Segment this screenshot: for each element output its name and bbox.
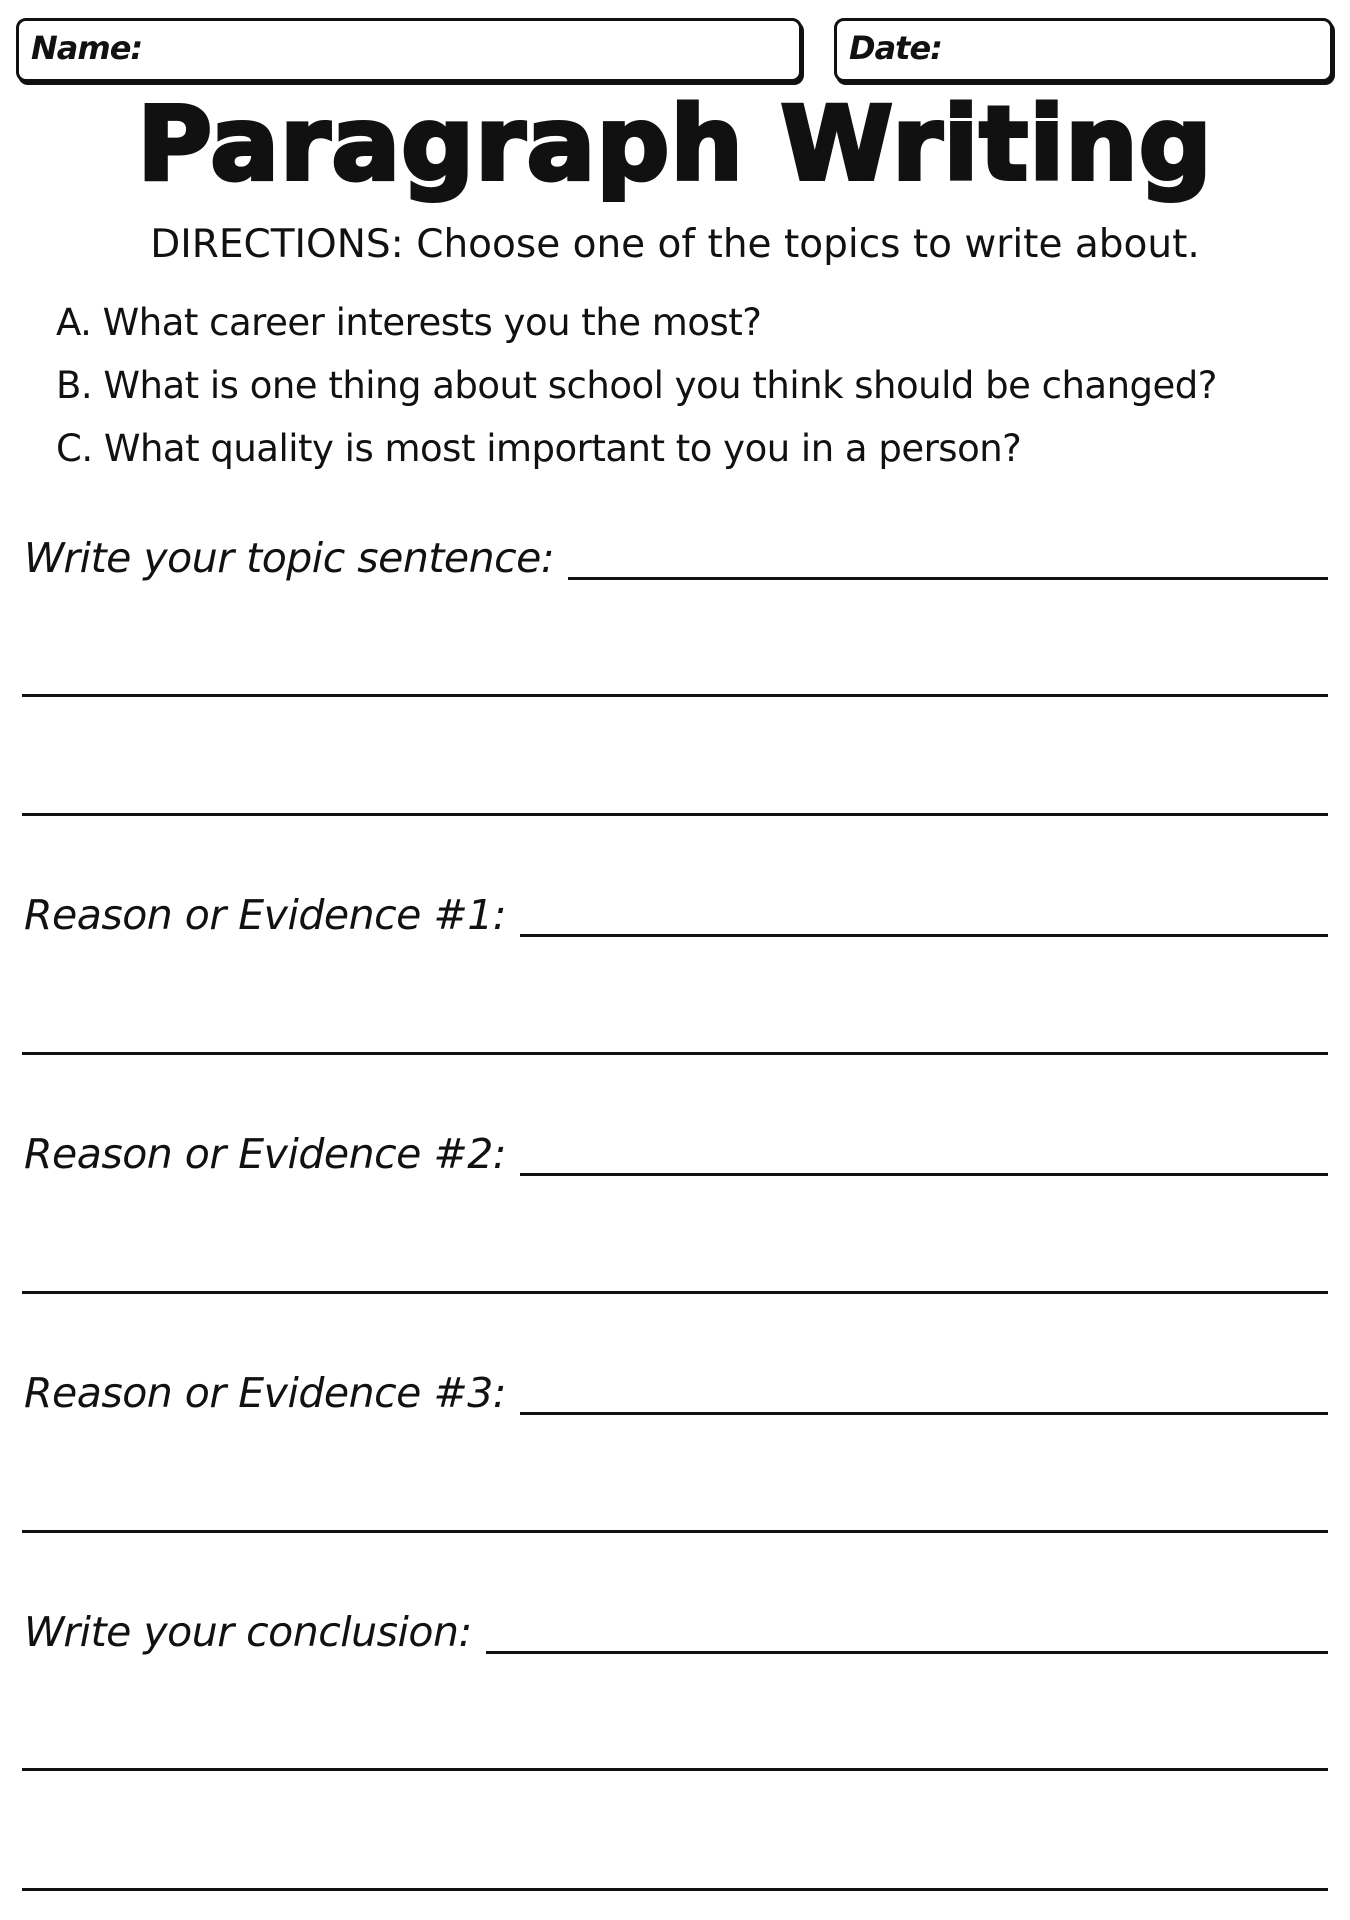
- reason-1-write-line-2[interactable]: [22, 1052, 1328, 1055]
- topic-list: [56, 291, 1217, 480]
- topic-option-a: A. What career interests you the most?: [56, 301, 762, 344]
- reason-2-write-line-2[interactable]: [22, 1291, 1328, 1294]
- conclusion-write-line-2[interactable]: [22, 1768, 1328, 1771]
- worksheet-title: Paragraph Writing: [137, 85, 1213, 204]
- directions-text: DIRECTIONS: Choose one of the topics to write about.: [150, 222, 1200, 267]
- topic-sentence-write-line-3[interactable]: [22, 813, 1328, 816]
- name-label: Name:: [31, 29, 143, 67]
- topic-sentence-write-line-2[interactable]: [22, 694, 1328, 697]
- reason-3-label: Reason or Evidence #3:: [24, 1369, 507, 1417]
- reason-2-row: [24, 1118, 1328, 1178]
- reason-2-label: Reason or Evidence #2:: [24, 1130, 507, 1178]
- topic-sentence-row: [24, 522, 1328, 582]
- topic-option-b: B. What is one thing about school you think should be changed?: [56, 364, 1217, 407]
- topic-sentence-write-line[interactable]: [568, 577, 1328, 580]
- topic-option-c: C. What quality is most important to you in a person?: [56, 427, 1022, 470]
- reason-3-write-line-2[interactable]: [22, 1530, 1328, 1533]
- reason-2-write-line[interactable]: [520, 1173, 1328, 1176]
- reason-3-row: [24, 1357, 1328, 1417]
- conclusion-label: Write your conclusion:: [24, 1608, 472, 1656]
- date-field[interactable]: [834, 18, 1333, 82]
- conclusion-row: [24, 1596, 1328, 1656]
- date-label: Date:: [849, 29, 942, 67]
- reason-3-write-line[interactable]: [520, 1412, 1328, 1415]
- conclusion-write-line[interactable]: [486, 1651, 1328, 1654]
- reason-1-label: Reason or Evidence #1:: [24, 891, 507, 939]
- conclusion-write-line-3[interactable]: [22, 1888, 1328, 1891]
- topic-sentence-label: Write your topic sentence:: [24, 534, 555, 582]
- reason-1-row: [24, 879, 1328, 939]
- name-field[interactable]: [16, 18, 802, 82]
- reason-1-write-line[interactable]: [520, 934, 1328, 937]
